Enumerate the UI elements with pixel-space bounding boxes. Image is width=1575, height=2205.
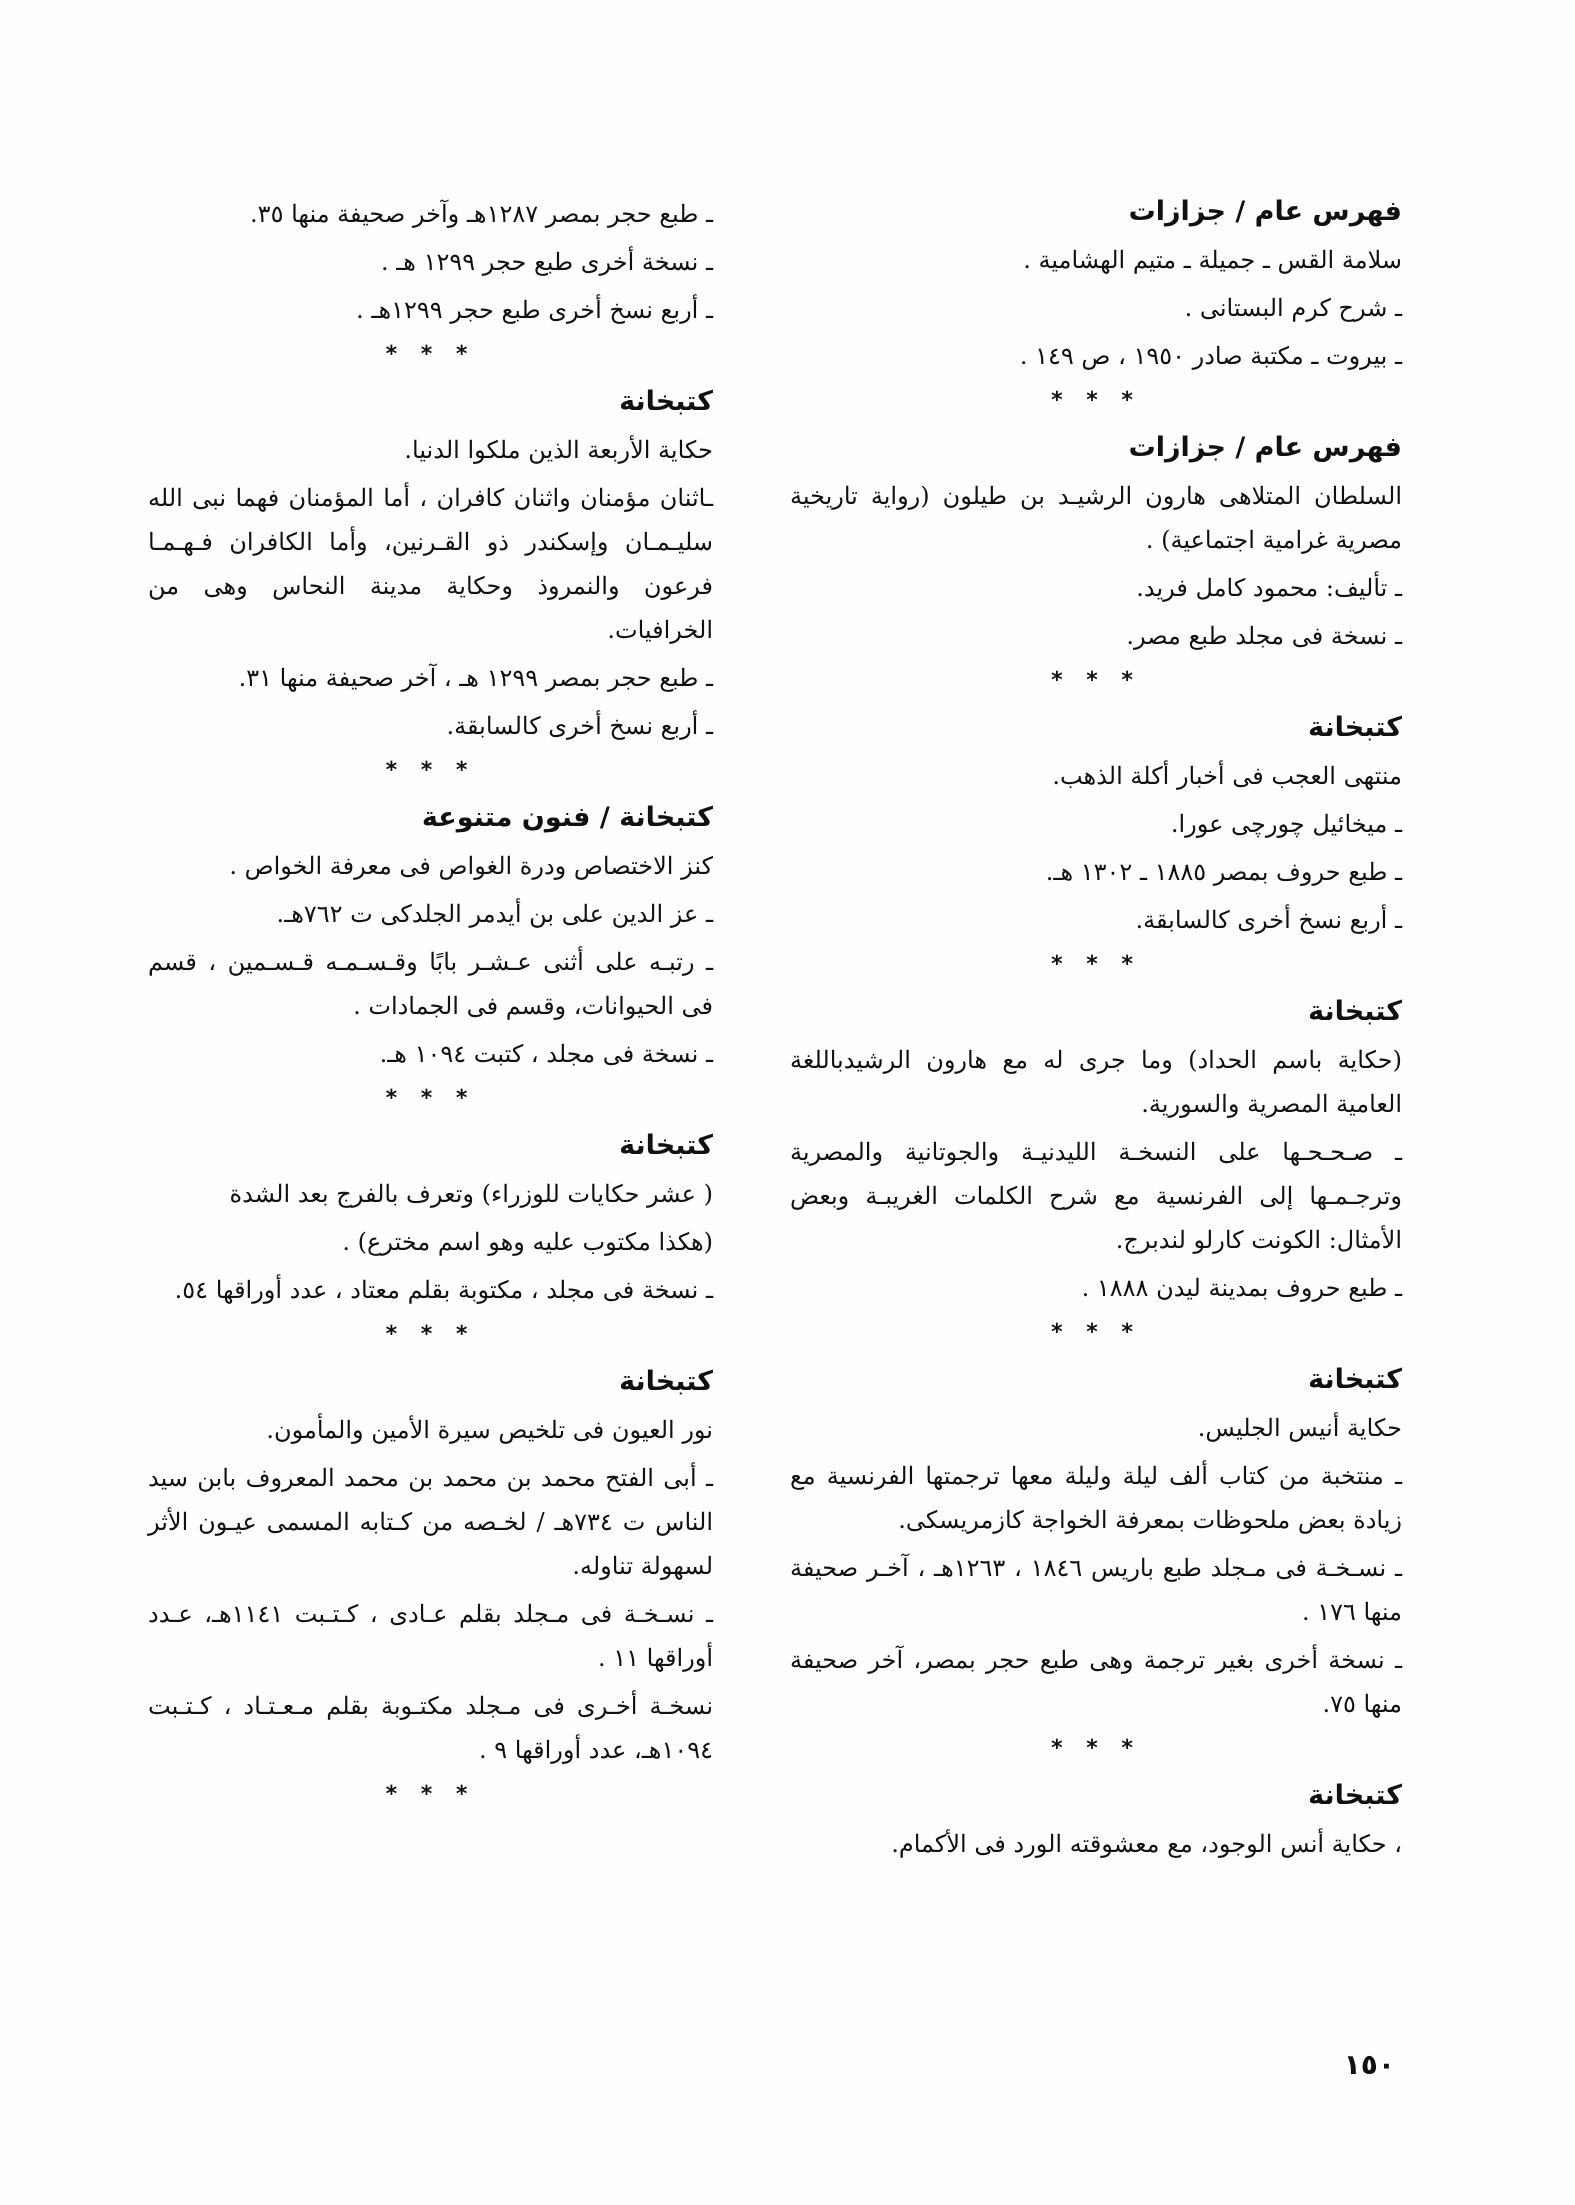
entry-line: ( عشر حكايات للوزراء) وتعرف بالفرج بعد الشدة	[229, 1180, 713, 1208]
entry-line: كنز الاختصاص ودرة الغواص فى معرفة الخواص .	[229, 852, 713, 880]
entry-line: ـ طبع حروف بمصر ١٨٨٥ ـ ١٣٠٢ هـ.	[1045, 858, 1402, 886]
catalog-entry	[790, 708, 1402, 980]
section-separator: * * *	[385, 758, 476, 783]
catalog-entry	[790, 428, 1402, 696]
entry-line: نور العيون فى تلخيص سيرة الأمين والمأمون.	[266, 1416, 713, 1444]
entry-line: ـ أبى الفتح محمد بن محمد بن محمد المعروف بابن سيد الناس ت ٧٣٤هـ / لخـصه من كـتابه المسمى عيـون الأثر لسهولة تناوله.	[148, 1464, 714, 1580]
catalog-entry	[790, 1360, 1402, 1764]
section-separator: * * *	[1051, 668, 1141, 693]
catalog-entry	[148, 382, 713, 786]
entry-line: سلامة القس ـ جميلة ـ متيم الهشامية .	[1023, 246, 1402, 274]
section-separator: * * *	[1051, 1320, 1141, 1345]
entry-line: ـ عز الدين على بن أيدمر الجلدكى ت ٧٦٢هـ.	[276, 900, 713, 928]
entry-line: ـ رتبـه على أثنى عـشـر بابًا وقـسـمـه قـسـمين ، قسم فى الحيوانات، وقسم فى الجمادات .	[148, 948, 713, 1020]
catalog-entry	[148, 1362, 713, 1810]
entry-heading: كتبخانة	[619, 1130, 713, 1161]
entry-line: ـ بيروت ـ مكتبة صادر ١٩٥٠ ، ص ١٤٩ .	[1019, 342, 1402, 370]
entry-line: ـ نسخة فى مجلد طبع مصر.	[1126, 622, 1402, 650]
entry-heading: كتبخانة	[619, 386, 713, 417]
entry-heading: كتبخانة	[1308, 712, 1402, 743]
entry-heading: كتبخانة / فنون متنوعة	[421, 802, 713, 833]
catalog-entry	[790, 192, 1402, 416]
entry-line: ـ طبع حجر بمصر ١٢٩٩ هـ ، آخر صحيفة منها ٣١.	[238, 664, 713, 692]
entry-line: السلطان المتلاهى هارون الرشيـد بن طيلون (رواية تاريخية مصرية غرامية اجتماعية) .	[790, 482, 1402, 554]
entry-line: ـ أربع نسخ أخرى طبع حجر ١٢٩٩هـ .	[356, 296, 713, 324]
entry-line: ـ منتخبة من كتاب ألف ليلة وليلة معها ترجمتها الفرنسية مع زيادة بعض ملحوظات بمعرفة الخواجة كازمريسكى.	[790, 1462, 1402, 1534]
entry-line: منتهى العجب فى أخبار أكلة الذهب.	[1052, 762, 1402, 790]
entry-line: ـ نسخة أخرى بغير ترجمة وهى طبع حجر بمصر، آخر صحيفة منها ٧٥.	[790, 1646, 1403, 1718]
catalog-entry	[148, 192, 713, 370]
entry-line: ـ شرح كرم البستانى .	[1184, 294, 1402, 322]
entry-line: ـاثنان مؤمنان واثنان كافران ، أما المؤمنان فهما نبى الله سليـمـان وإسكندر ذو القـرنين، وأما الكافران فـهـمـا فرعون والنمروذ وحكاية مدينة النحاس وهى من الخرافيات.	[148, 484, 714, 644]
entry-heading: كتبخانة	[1308, 1780, 1402, 1811]
section-separator: * * *	[385, 1322, 476, 1347]
entry-line: ـ نسـخـة فى مـجلد بقلم عـادى ، كـتـبت ١١٤١هـ، عـدد أوراقها ١١ .	[148, 1600, 713, 1672]
entry-line: ، حكاية أنس الوجود، مع معشوقته الورد فى الأكمام.	[891, 1830, 1402, 1858]
right-column	[790, 192, 1402, 1870]
catalog-entry	[790, 992, 1402, 1348]
entry-heading: كتبخانة	[1308, 1364, 1402, 1395]
entry-line: ـ نسـخـة فى مـجلد طبع باريس ١٨٤٦ ، ١٢٦٣هـ ، آخـر صحيفة منها ١٧٦ .	[790, 1554, 1402, 1626]
entry-line: ـ نسخة فى مجلد ، كتبت ١٠٩٤ هـ.	[379, 1040, 713, 1068]
catalog-entry	[790, 1776, 1402, 1866]
entry-heading: فهرس عام / جزازات	[1128, 432, 1402, 463]
entry-line: نسخـة أخـرى فى مـجلد مكتـوبة بقلم مـعـتـاد ، كـتـبت ١٠٩٤هـ، عدد أوراقها ٩ .	[148, 1692, 713, 1764]
section-separator: * * *	[1051, 952, 1141, 977]
entry-line: ـ أربع نسخ أخرى كالسابقة.	[446, 712, 713, 740]
section-separator: * * *	[385, 342, 476, 367]
section-separator: * * *	[1051, 1736, 1141, 1761]
entry-line: ـ طبع حروف بمدينة ليدن ١٨٨٨ .	[1081, 1274, 1402, 1302]
entry-line: ـ تأليف: محمود كامل فريد.	[1136, 574, 1402, 602]
entry-line: ـ صـحـحـها على النسخـة الليدنيـة والجوتانية والمصرية وترجـمـها إلى الفرنسية مع شرح الكلمات الغريبـة وبعض الأمثال: الكونت كارلو لندبرج.	[790, 1138, 1402, 1254]
entry-heading: فهرس عام / جزازات	[1128, 196, 1402, 227]
entry-line: حكاية الأربعة الذين ملكوا الدنيا.	[404, 436, 713, 464]
catalog-entry	[148, 1126, 713, 1350]
page-number: ١٥٠	[1343, 2048, 1395, 2081]
entry-heading: كتبخانة	[619, 1366, 713, 1397]
catalog-entry	[148, 798, 713, 1114]
entry-line: ـ نسخة فى مجلد ، مكتوبة بقلم معتاد ، عدد أوراقها ٥٤.	[174, 1276, 713, 1304]
entry-heading: كتبخانة	[1308, 996, 1402, 1027]
entry-line: ـ طبع حجر بمصر ١٢٨٧هـ وآخر صحيفة منها ٣٥.	[250, 200, 713, 228]
entry-line: (حكاية باسم الحداد) وما جرى له مع هارون الرشيدباللغة العامية المصرية والسورية.	[790, 1046, 1402, 1118]
entry-line: ـ نسخة أخرى طبع حجر ١٢٩٩ هـ .	[381, 248, 713, 276]
section-separator: * * *	[1051, 388, 1141, 413]
left-column	[148, 192, 713, 1822]
entry-line: ـ أربع نسخ أخرى كالسابقة.	[1135, 906, 1402, 934]
section-separator: * * *	[385, 1086, 476, 1111]
entry-line: (هكذا مكتوب عليه وهو اسم مخترع) .	[342, 1228, 713, 1256]
entry-line: ـ ميخائيل چورچى عورا.	[1170, 810, 1402, 838]
section-separator: * * *	[385, 1782, 476, 1807]
entry-line: حكاية أنيس الجليس.	[1197, 1414, 1402, 1442]
